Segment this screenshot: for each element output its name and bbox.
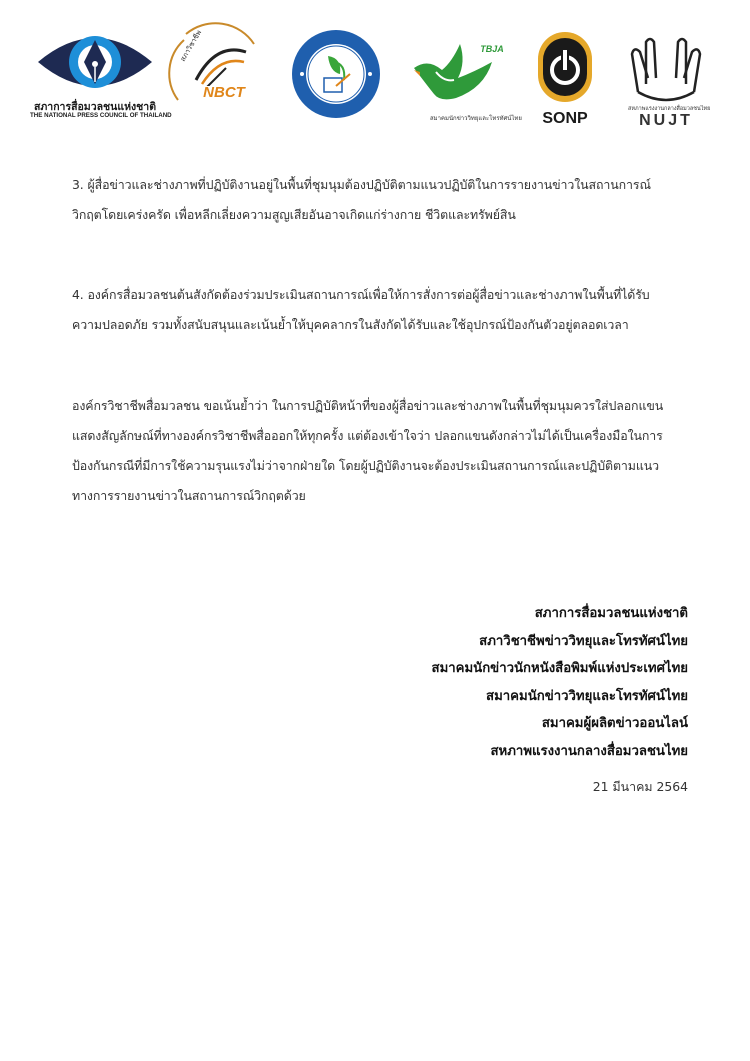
signatory: สภาวิชาชีพข่าววิทยุและโทรทัศน์ไทย: [479, 633, 688, 649]
nujt-hands-icon: [620, 34, 712, 112]
svg-text:สมาคมนักข่าววิทยุและโทรทัศน์ไท: สมาคมนักข่าววิทยุและโทรทัศน์ไทย: [430, 115, 522, 122]
sonp-caption: SONP: [542, 110, 588, 127]
nujt-caption: NUJT: [639, 112, 693, 129]
paragraph-line: แสดงสัญลักษณ์ที่ทางองค์กรวิชาชีพสื่อออกให้ทุกครั้ง แต่ต้องเข้าใจว่า ปลอกแขนดังกล่าวไม่ได้เป็นเครื่องมือในการ: [72, 428, 663, 443]
paragraph-line: 4. องค์กรสื่อมวลชนต้นสังกัดต้องร่วมประเมินสถานการณ์เพื่อให้การสั่งการต่อผู้สื่อข่าวและช่างภาพในพื้นที่ได้รับ: [72, 287, 650, 302]
paragraph-emphasis: [72, 391, 692, 511]
npc-caption-thai: สภาการสื่อมวลชนแห่งชาติ: [33, 101, 157, 113]
nbct-emblem-icon: [166, 22, 266, 122]
sonp-logo: [534, 30, 596, 130]
paragraph-line: 3. ผู้สื่อข่าวและช่างภาพที่ปฏิบัติงานอยู่ในพื้นที่ชุมนุมต้องปฏิบัติตามแนวปฏิบัติในการรายงานข่าวในสถานการณ์: [72, 177, 651, 192]
signatory: สมาคมนักข่าววิทยุและโทรทัศน์ไทย: [486, 688, 688, 704]
signatory: สหภาพแรงงานกลางสื่อมวลชนไทย: [490, 743, 688, 759]
national-press-council-logo: [30, 22, 172, 122]
nbct-caption: NBCT: [203, 84, 245, 101]
paragraph-3: [72, 170, 692, 230]
tbja-logo: [408, 32, 522, 124]
paragraph-4: [72, 280, 692, 340]
svg-text:สหภาพแรงงานกลางสื่อมวลชนไทย: สหภาพแรงงานกลางสื่อมวลชนไทย: [628, 106, 711, 112]
paragraph-line: ความปลอดภัย รวมทั้งสนับสนุนและเน้นย้ำให้บุคคลากรในสังกัดได้รับและใช้อุปกรณ์ป้องกันตัวอยู่ตลอดเวลา: [72, 317, 629, 332]
thai-journalists-association-logo: [290, 28, 382, 120]
nbct-logo: [166, 22, 266, 122]
signatory: สมาคมนักข่าวนักหนังสือพิมพ์แห่งประเทศไทย: [431, 661, 688, 676]
tbja-caption: TBJA: [480, 44, 504, 54]
document-date: 21 มีนาคม 2564: [592, 779, 688, 794]
svg-text:สภาวิชาชีพ: สภาวิชาชีพ: [178, 28, 204, 64]
signatory: สมาคมผู้ผลิตข่าวออนไลน์: [541, 716, 688, 731]
paragraph-line: วิกฤตโดยเคร่งครัด เพื่อหลีกเลี่ยงความสูญเสียอันอาจเกิดแก่ร่างกาย ชีวิตและทรัพย์สิน: [72, 207, 516, 222]
nujt-logo: [620, 34, 712, 132]
paragraph-line: ทางการรายงานข่าวในสถานการณ์วิกฤตด้วย: [72, 488, 306, 503]
paragraph-line: ป้องกันกรณีที่มีการใช้ความรุนแรงไม่ว่าจากฝ่ายใด โดยผู้ปฏิบัติงานจะต้องประเมินสถานการณ์และปฏิบัติตามแนว: [72, 458, 659, 473]
tja-seal-icon: [290, 28, 382, 120]
paragraph-line: องค์กรวิชาชีพสื่อมวลชน ขอเน้นย้ำว่า ในการปฏิบัติหน้าที่ของผู้สื่อข่าวและช่างภาพในพื้นที่ชุมนุมควรใส่ปลอกแขน: [72, 398, 664, 413]
signatory-list: [432, 600, 688, 765]
national-press-council-eye-pen-icon: [30, 22, 160, 100]
logo-strip: [0, 0, 750, 150]
npc-caption-english: THE NATIONAL PRESS COUNCIL OF THAILAND: [30, 112, 172, 119]
signatory: สภาการสื่อมวลชนแห่งชาติ: [534, 606, 688, 621]
sonp-power-icon: [534, 30, 596, 108]
